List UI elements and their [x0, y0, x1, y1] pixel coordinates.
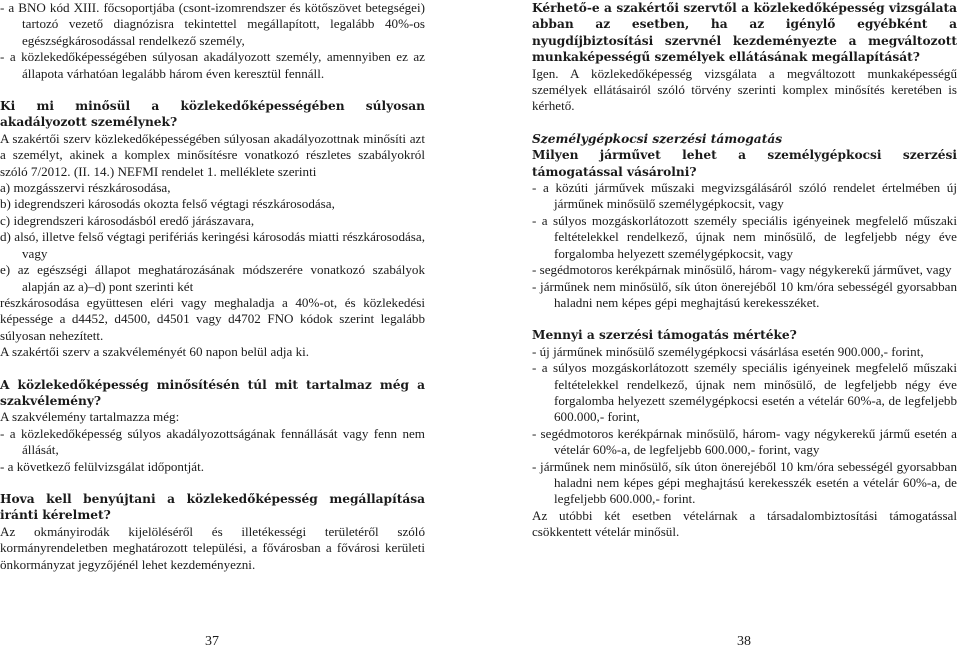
opinion-contents-item: - a közlekedőképesség súlyos akadályozottságának fennállását vagy fenn nem állását, [0, 425, 425, 458]
page-number-right: 38 [737, 634, 751, 649]
opinion-deadline: A szakértői szerv a szakvéleményét 60 napon belül adja ki. [0, 344, 310, 360]
section-heading-opinion-contents: A közlekedőképesség minősítésén túl mit tartalmaz még a szakvélemény? [0, 377, 425, 408]
eligible-vehicle-item: - járműnek nem minősülő, sík úton önerejéből 10 km/óra sebességél gyorsabban haladni nem képes gépi meghajtású kerekesszéket. [532, 278, 957, 310]
opinion-contents-intro: A szakvélemény tartalmazza még: [0, 409, 180, 425]
criteria-item-a: a) mozgásszervi részkárosodása, [0, 180, 171, 196]
section-title-car-purchase-support: Személygépkocsi szerzési támogatás [532, 131, 783, 146]
section-heading-request-examination: Kérhető-e a szakértői szervtől a közlekedőképesség vizsgálata abban az esetben, ha az igénylő egyébként a nyugdíjbiztosítási szervnél kezdeményezte a megváltozott munkaképességű személyek ellátásának megállapítását? [532, 1, 957, 65]
intro-bullet-mobility: - a közlekedőképességében súlyosan akadályozott személy, amennyiben ez az állapota várhatóan legalább három éven keresztül fennáll. [0, 49, 425, 81]
who-qualifies-intro: A szakértői szerv közlekedőképességében súlyosan akadályozottnak minősíti azt a személyt, akinek a komplex minősítésre vonatkozó részletes szabályokról szóló 7/2012. (II. 14.) NEFMI rendelet 1. melléklete szerinti [0, 130, 425, 179]
section-heading-who-qualifies: Ki mi minősül a közlekedőképességében súlyosan akadályozott személynek? [0, 99, 425, 130]
opinion-contents-item: - a következő felülvizsgálat időpontját. [0, 458, 204, 474]
criteria-item-b: b) idegrendszeri károsodás okozta felső végtagi részkárosodása, [0, 196, 335, 212]
eligible-vehicle-item: - a közúti járművek műszaki megvizsgálásáról szóló rendelet értelmében új járműnek minősülő személygépkocsit, vagy [532, 180, 957, 212]
support-amount-item: - segédmotoros kerékpárnak minősülő, három- vagy négykerekű jármű esetén a vételár 60%-a, de legfeljebb 600.000,- forint, vagy [532, 425, 957, 458]
section-heading-support-amount: Mennyi a szerzési támogatás mértéke? [532, 328, 797, 343]
request-examination-body: Igen. A közlekedőképesség vizsgálata a megváltozott munkaképességű személyek ellátásairól szóló törvény szerinti komplex minősítés keretében is kérhető. [532, 65, 957, 114]
support-amount-closing: Az utóbbi két esetben vételárnak a társadalombiztosítási támogatással csökkentett vételár minősül. [532, 507, 957, 540]
eligible-vehicle-item: - segédmotoros kerékpárnak minősülő, három- vagy négykerekű járművet, vagy [532, 262, 952, 278]
section-heading-where-to-submit: Hova kell benyújtani a közlekedőképesség megállapítása iránti kérelmet? [0, 491, 425, 523]
eligible-vehicle-item: - a súlyos mozgáskorlátozott személy speciális igényeinek megfelelő műszaki feltételekkel rendelkező, újnak nem minősülő, de legfeljebb négy éve forgalomba helyezett személygépkocsit, vagy [532, 212, 957, 261]
intro-bullet-bno: - a BNO kód XIII. főcsoportjába (csont-izomrendszer és kötőszövet betegségei) tartozó vezető diagnózisra tekintettel megállapított, legalább 40%-os egészségkárosodással rendelkező személy, [0, 0, 425, 48]
page-number-left: 37 [205, 634, 219, 649]
support-amount-item: - a súlyos mozgáskorlátozott személy speciális igényeinek megfelelő műszaki feltételekkel rendelkező, újnak nem minősülő, de legfeljebb négy éve forgalomba helyezett személygépkocsi esetén a vételár 60%-a, de legfeljebb 600.000,- forint, [532, 360, 957, 425]
criteria-item-e: e) az egészségi állapot meghatározásának módszerére vonatkozó szabályok alapján az a)–d) pont szerinti két [0, 262, 425, 294]
support-amount-item: - új járműnek minősülő személygépkocsi vásárlása esetén 900.000,- forint, [532, 343, 924, 359]
criteria-item-c: c) idegrendszeri károsodásból eredő járászavara, [0, 212, 255, 228]
left-page-column [0, 0, 425, 573]
criteria-item-d: d) alsó, illetve felső végtagi perifériás keringési károsodás miatti részkárosodása, vagy [0, 229, 425, 261]
right-page-column [532, 0, 957, 541]
where-to-submit-body: Az okmányirodák kijelöléséről és illetékességi területéről szóló kormányrendeletben meghatározott települési, a fővárosban a fővárosi kerületi önkormányzat jegyzőjénél lehet kezdeményezni. [0, 523, 425, 572]
criteria-conclusion: részkárosodása együttesen eléri vagy meghaladja a 40%-ot, és közlekedési képessége a d4452, d4500, d4501 vagy d4702 FNO kódok szerint legalább súlyosan nehezített. [0, 294, 425, 343]
section-heading-eligible-vehicles: Milyen járművet lehet a személygépkocsi szerzési támogatással vásárolni? [532, 148, 957, 179]
support-amount-item: - járműnek nem minősülő, sík úton önerejéből 10 km/óra sebességél gyorsabban haladni nem képes gépi meghajtású kerekesszék esetén a vételár 60%-a, de legfeljebb 600.000,- forint. [532, 458, 957, 507]
